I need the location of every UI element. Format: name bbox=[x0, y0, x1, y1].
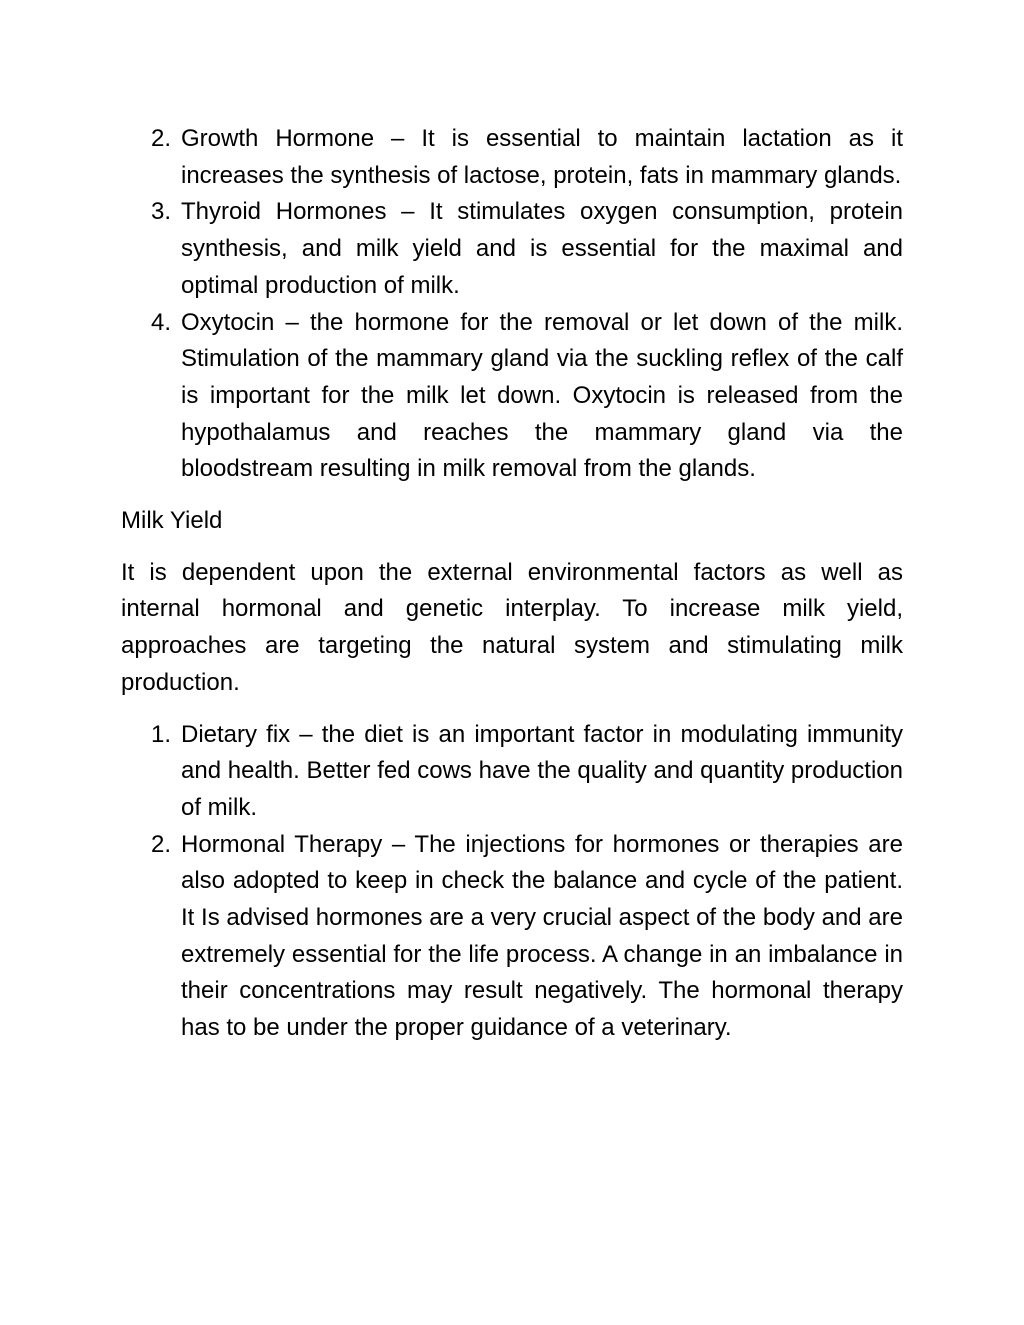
list-marker: 1. bbox=[151, 720, 172, 748]
list-item-text: Oxytocin – the hormone for the removal or let down of the milk. Stimulation of the mammary gland via the suckling reflex of the calf is important for the milk let down. Oxytocin is released from the hypothalamus and reaches the mammary gland via the bloodstream resulting in milk removal from the glands. bbox=[181, 308, 903, 483]
section-paragraph: It is dependent upon the external environmental factors as well as internal hormonal and genetic interplay. To increase milk yield, approaches are targeting the natural system and stimulating milk production. bbox=[121, 558, 903, 696]
list-item bbox=[121, 121, 903, 194]
list-item bbox=[121, 827, 903, 1047]
list-marker: 2. bbox=[151, 830, 172, 858]
list-item bbox=[121, 717, 903, 827]
list-item-text: Hormonal Therapy – The injections for hormones or therapies are also adopted to keep in check the balance and cycle of the patient. It Is advised hormones are a very crucial aspect of the body and are extremely essential for the life process. A change in an imbalance in their concentrations may result negatively. The hormonal therapy has to be under the proper guidance of a veterinary. bbox=[181, 830, 903, 1042]
list-marker: 3. bbox=[151, 198, 172, 226]
milk-yield-list bbox=[121, 717, 903, 1047]
list-item-text: Growth Hormone – It is essential to maintain lactation as it increases the synthesis of lactose, protein, fats in mammary glands. bbox=[181, 125, 903, 189]
list-item bbox=[121, 305, 903, 489]
list-item-text: Thyroid Hormones – It stimulates oxygen consumption, protein synthesis, and milk yield and is essential for the maximal and optimal production of milk. bbox=[181, 198, 903, 299]
list-item-text: Dietary fix – the diet is an important factor in modulating immunity and health. Better fed cows have the quality and quantity production of milk. bbox=[181, 720, 903, 821]
list-item bbox=[121, 194, 903, 304]
document-page bbox=[121, 121, 903, 1047]
list-marker: 4. bbox=[151, 308, 172, 336]
section-heading: Milk Yield bbox=[121, 507, 223, 535]
hormone-list bbox=[121, 121, 903, 488]
list-marker: 2. bbox=[151, 125, 172, 152]
